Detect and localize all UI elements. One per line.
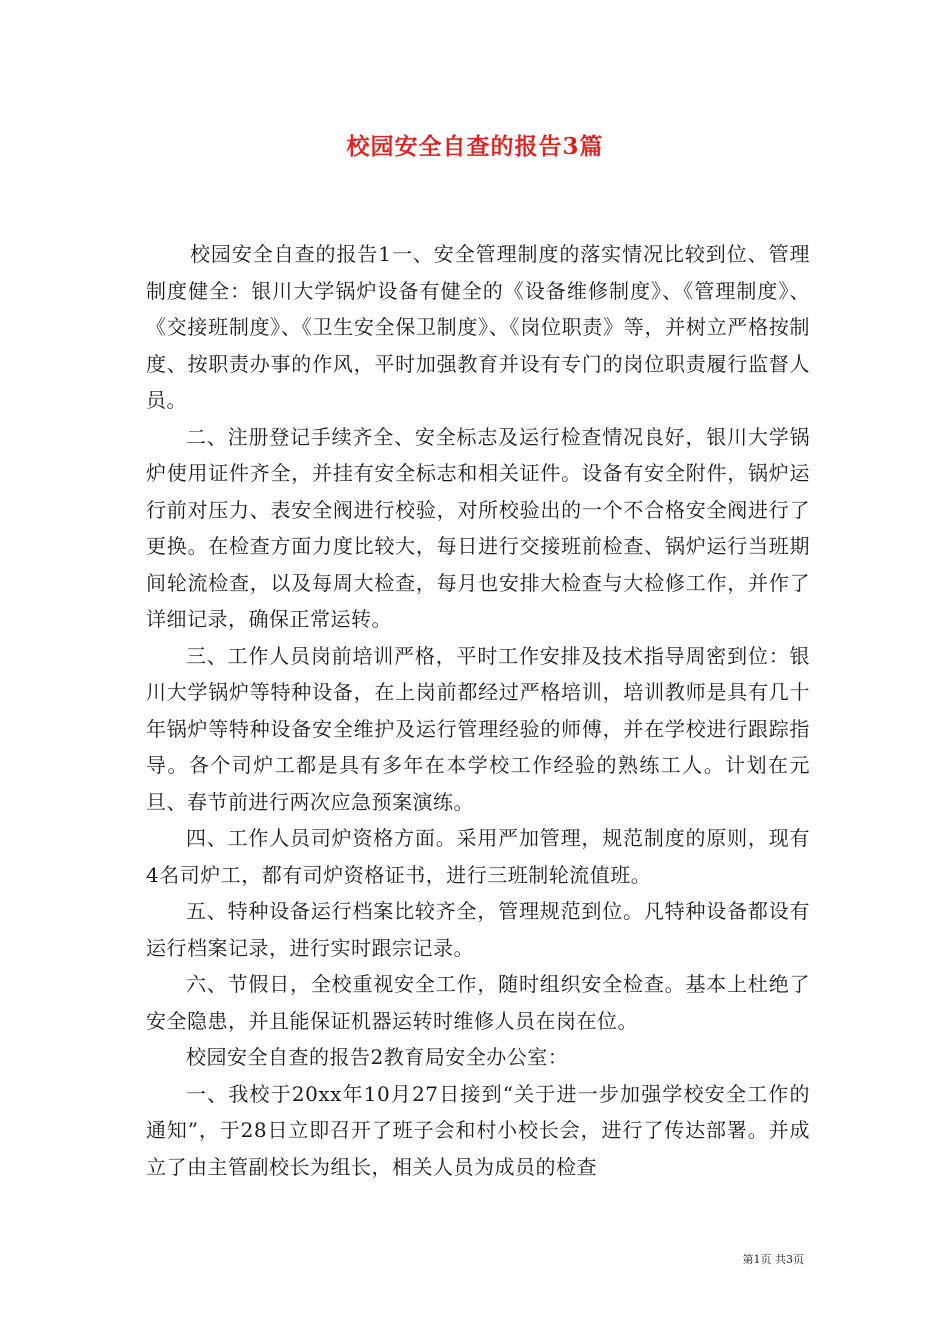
paragraph: 五、特种设备运行档案比较齐全，管理规范到位。凡特种设备都设有运行档案记录，进行实时跟宗记录。 <box>146 899 810 960</box>
paragraph: 校园安全自查的报告1一、安全管理制度的落实情况比较到位、管理制度健全：银川大学锅炉设备有健全的《设备维修制度》、《管理制度》、《交接班制度》、《卫生安全保卫制度》、《岗位职责》等，并树立严格按制度、按职责办事的作风，平时加强教育并设有专门的岗位职责履行监督人员。 <box>146 242 810 412</box>
paragraph: 二、注册登记手续齐全、安全标志及运行检查情况良好，银川大学锅炉使用证件齐全，并挂有安全标志和相关证件。设备有安全附件，锅炉运行前对压力、表安全阀进行校验，对所校验出的一个不合格安全阀进行了更换。在检查方面力度比较大，每日进行交接班前检查、锅炉运行当班期间轮流检查，以及每周大检查，每月也安排大检查与大检修工作，并作了详细记录，确保正常运转。 <box>146 424 810 631</box>
page-number: 第1页 共3页 <box>742 1253 804 1266</box>
paragraph: 六、节假日，全校重视安全工作，随时组织安全检查。基本上杜绝了安全隐患，并且能保证机器运转时维修人员在岗在位。 <box>146 972 810 1033</box>
paragraph: 校园安全自查的报告2教育局安全办公室： <box>186 1045 569 1069</box>
paragraph: 一、我校于20xx年10月27日接到“关于进一步加强学校安全工作的通知”，于28日立即召开了班子会和村小校长会，进行了传达部署。并成立了由主管副校长为组长，相关人员为成员的检查 <box>146 1081 810 1179</box>
document-body <box>146 236 810 1185</box>
document-title: 校园安全自查的报告3篇 <box>346 133 604 160</box>
paragraph: 三、工作人员岗前培训严格，平时工作安排及技术指导周密到位：银川大学锅炉等特种设备，在上岗前都经过严格培训，培训教师是具有几十年锅炉等特种设备安全维护及运行管理经验的师傅，并在学校进行跟踪指导。各个司炉工都是具有多年在本学校工作经验的熟练工人。计划在元旦、春节前进行两次应急预案演练。 <box>146 643 810 814</box>
paragraph: 四、工作人员司炉资格方面。采用严加管理，规范制度的原则，现有4名司炉工，都有司炉资格证书，进行三班制轮流值班。 <box>146 826 810 887</box>
